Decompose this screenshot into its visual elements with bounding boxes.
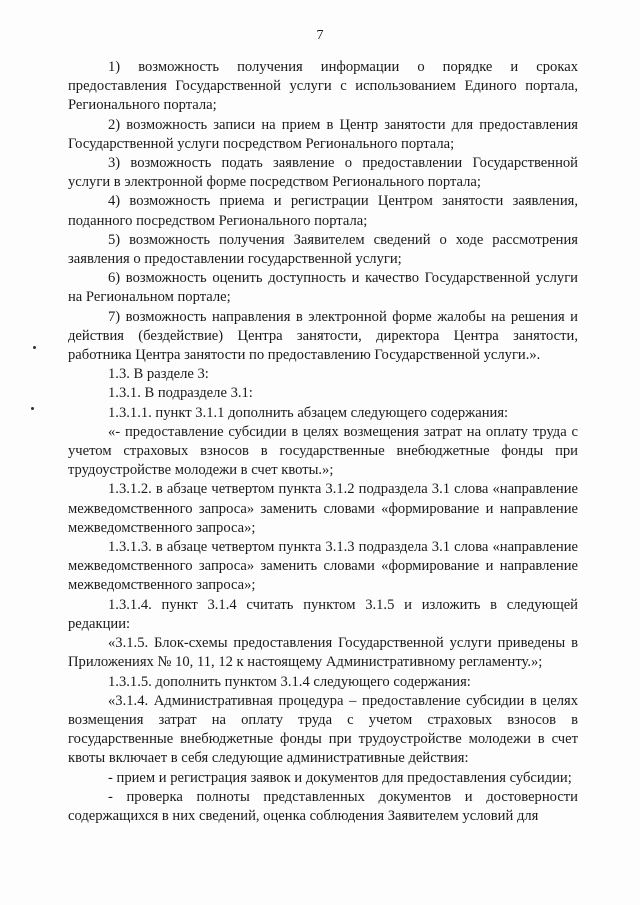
list-item-4: 4) возможность приема и регистрации Центром занятости заявления, поданного посредством Регионального портала; <box>68 193 578 229</box>
list-item-7: 7) возможность направления в электронной форме жалобы на решения и действия (бездействие) Центра занятости, директора Центра занятости, работника Центра занятости по предоставлению Государственной услуги.». <box>68 308 578 364</box>
quoted-clause-3-1-4: «3.1.4. Административная процедура – предоставление субсидии в целях возмещения затрат на оплату труда с учетом страховых взносов в государственные внебюджетные фонды при трудоустройстве молодежи в счет квоты включает в себя следующие административные действия: <box>68 692 578 767</box>
action-item-2: - проверка полноты представленных документов и достоверности содержащихся в них сведений, оценка соблюдения Заявителем условий для <box>68 788 578 824</box>
list-item-3: 3) возможность подать заявление о предоставлении Государственной услуги в электронной форме посредством Регионального портала; <box>68 155 578 191</box>
clause-1-3-1-3: 1.3.1.3. в абзаце четвертом пункта 3.1.3 подраздела 3.1 слова «направление межведомственного запроса» заменить словами «формирование и направление межведомственного запроса»; <box>68 539 578 594</box>
action-item-1: - прием и регистрация заявок и документов для предоставления субсидии; <box>108 769 572 786</box>
document-body <box>68 58 578 826</box>
section-heading-1-3: 1.3. В разделе 3: <box>108 366 209 383</box>
list-item-2: 2) возможность записи на прием в Центр занятости для предоставления Государственной услуги посредством Регионального портала; <box>68 116 578 152</box>
clause-1-3-1-5: 1.3.1.5. дополнить пунктом 3.1.4 следующего содержания: <box>108 673 471 690</box>
margin-mark <box>31 407 34 410</box>
quoted-clause-3-1-5: «3.1.5. Блок-схемы предоставления Государственной услуги приведены в Приложениях № 10, 11, 12 к настоящему Административному регламенту.»; <box>68 635 578 671</box>
clause-1-3-1-2: 1.3.1.2. в абзаце четвертом пункта 3.1.2 подраздела 3.1 слова «направление межведомственного запроса» заменить словами «формирование и направление межведомственного запроса»; <box>68 481 578 536</box>
margin-mark <box>33 346 36 349</box>
clause-1-3-1-1: 1.3.1.1. пункт 3.1.1 дополнить абзацем следующего содержания: <box>108 404 509 421</box>
subsection-heading-1-3-1: 1.3.1. В подразделе 3.1: <box>108 385 253 402</box>
list-item-1: 1) возможность получения информации о порядке и сроках предоставления Государственной услуги с использованием Единого портала, Регионального портала; <box>68 59 578 114</box>
page-number: 7 <box>316 28 324 43</box>
list-item-6: 6) возможность оценить доступность и качество Государственной услуги на Региональном портале; <box>68 270 578 306</box>
list-item-5: 5) возможность получения Заявителем сведений о ходе рассмотрения заявления о предоставлении государственной услуги; <box>68 231 578 268</box>
quoted-addition: «- предоставление субсидии в целях возмещения затрат на оплату труда с учетом страховых взносов в государственные внебюджетные фонды при трудоустройстве молодежи в счет квоты.»; <box>68 423 578 479</box>
clause-1-3-1-4: 1.3.1.4. пункт 3.1.4 считать пунктом 3.1.5 и изложить в следующей редакции: <box>68 596 578 632</box>
